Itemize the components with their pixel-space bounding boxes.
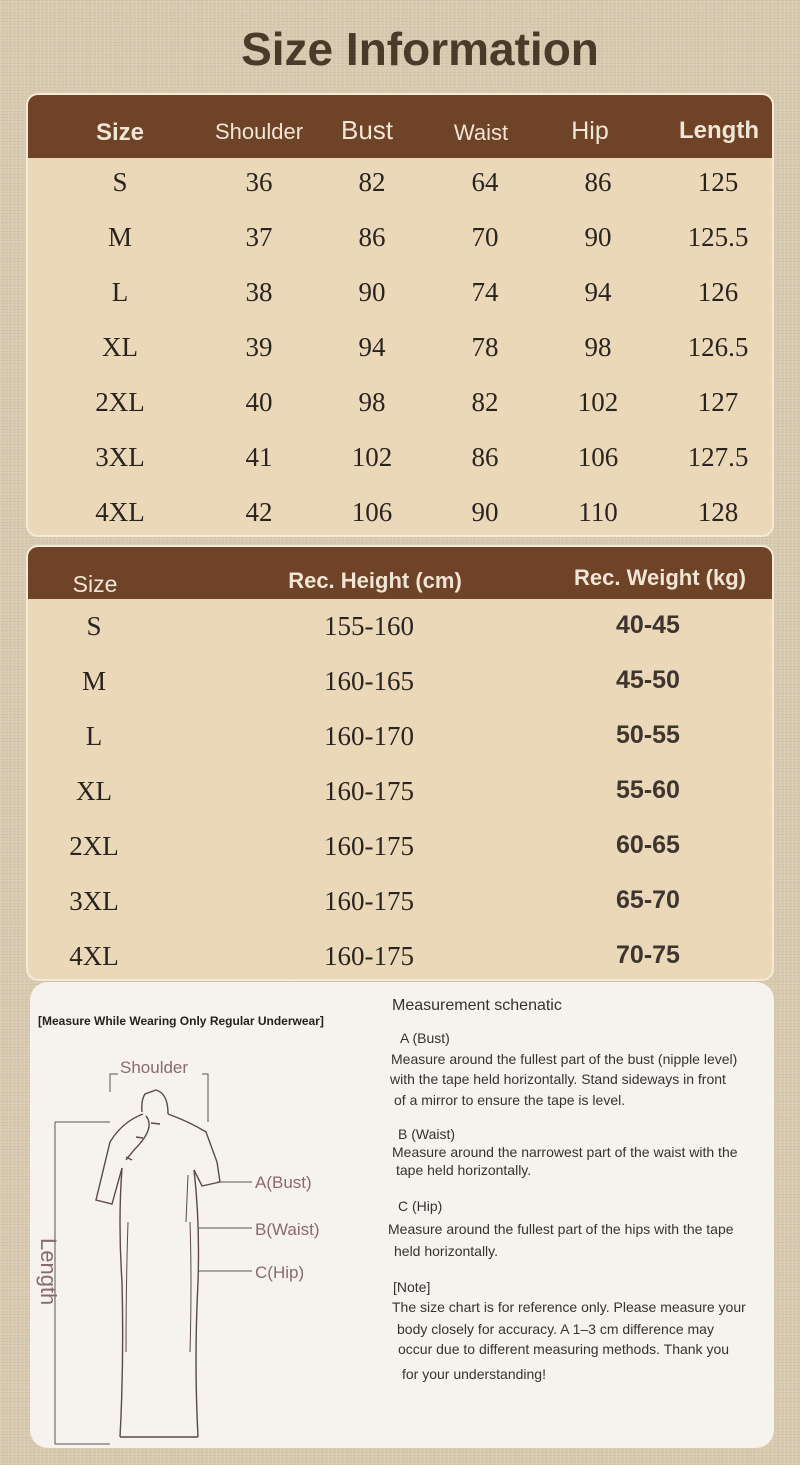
header-bust: Bust [340, 115, 394, 145]
rec-cell-weight: 50-55 [616, 721, 680, 749]
size-cell-hip: 94 [584, 277, 612, 307]
length-label: Length [36, 1238, 61, 1306]
note-desc-4: for your understanding! [402, 1366, 546, 1382]
size-cell-length: 127.5 [687, 442, 749, 472]
size-cell-length: 128 [697, 497, 739, 527]
note-desc-2: body closely for accuracy. A 1–3 cm difference may [397, 1321, 714, 1337]
rec-cell-weight: 55-60 [616, 776, 680, 804]
size-cell-bust: 94 [358, 332, 386, 362]
rec-cell-size: 3XL [69, 886, 119, 916]
bust-title: A (Bust) [400, 1030, 450, 1046]
size-cell-bust: 86 [358, 222, 386, 252]
size-cell-length: 125.5 [687, 222, 749, 252]
waist-desc-1: Measure around the narrowest part of the waist with the [392, 1144, 738, 1160]
size-table-header [28, 95, 772, 158]
size-cell-bust: 98 [358, 387, 386, 417]
rec-cell-size: M [81, 666, 107, 696]
underwear-note: [Measure While Wearing Only Regular Underwear] [38, 1014, 324, 1028]
shoulder-label: Shoulder [120, 1058, 189, 1077]
size-table [28, 95, 772, 535]
schematic-title: Measurement schenatic [392, 997, 562, 1014]
rec-cell-height: 160-175 [324, 776, 414, 806]
hip-title: C (Hip) [398, 1198, 443, 1214]
waist-title: B (Waist) [398, 1126, 456, 1142]
size-cell-hip: 110 [578, 497, 618, 527]
rec-cell-size: S [86, 611, 102, 641]
rec-cell-weight: 60-65 [616, 831, 680, 859]
size-cell-hip: 98 [584, 332, 612, 362]
size-cell-size: S [112, 167, 128, 197]
header-waist: Waist [453, 120, 509, 145]
rec-table [28, 547, 772, 979]
size-cell-hip: 86 [584, 167, 612, 197]
size-cell-size: M [107, 222, 133, 252]
size-cell-shoulder: 41 [245, 442, 273, 472]
size-cell-bust: 82 [358, 167, 386, 197]
size-cell-waist: 70 [471, 222, 499, 252]
size-cell-size: 4XL [95, 497, 145, 527]
rec-cell-size: 4XL [69, 941, 119, 971]
size-cell-waist: 90 [471, 497, 499, 527]
bust-desc-1: Measure around the fullest part of the bust (nipple level) [391, 1051, 738, 1067]
size-cell-hip: 102 [577, 387, 619, 417]
size-cell-shoulder: 36 [245, 167, 273, 197]
size-cell-hip: 90 [584, 222, 612, 252]
rec-cell-height: 160-175 [324, 941, 414, 971]
rec-cell-height: 160-175 [324, 886, 414, 916]
rec-header-size: Size [72, 571, 118, 597]
header-shoulder: Shoulder [214, 119, 304, 144]
size-cell-bust: 106 [351, 497, 393, 527]
size-cell-bust: 90 [358, 277, 386, 307]
size-cell-shoulder: 38 [245, 277, 273, 307]
size-cell-length: 126.5 [687, 332, 749, 362]
size-cell-waist: 74 [471, 277, 499, 307]
size-cell-waist: 86 [471, 442, 499, 472]
header-length: Length [679, 117, 759, 144]
hip-desc-2: held horizontally. [394, 1243, 499, 1259]
size-cell-shoulder: 39 [245, 332, 273, 362]
qipao-diagram [30, 982, 374, 1448]
size-cell-bust: 102 [351, 442, 393, 472]
header-hip: Hip [571, 117, 609, 145]
rec-cell-weight: 70-75 [616, 941, 680, 969]
rec-cell-height: 160-175 [324, 831, 414, 861]
header-size: Size [95, 119, 145, 146]
rec-cell-size: L [85, 721, 103, 751]
rec-cell-height: 160-165 [324, 666, 414, 696]
size-cell-size: XL [102, 332, 138, 362]
rec-table-header [28, 547, 772, 599]
note-desc-1: The size chart is for reference only. Please measure your [392, 1299, 746, 1315]
bust-desc-2: with the tape held horizontally. Stand sideways in front [390, 1071, 726, 1087]
size-cell-length: 127 [697, 387, 739, 417]
size-cell-waist: 64 [471, 167, 499, 197]
bust-desc-3: of a mirror to ensure the tape is level. [394, 1092, 626, 1108]
measurement-panel [30, 982, 774, 1448]
page-title: Size Information [241, 23, 599, 75]
size-cell-shoulder: 42 [245, 497, 273, 527]
size-cell-shoulder: 37 [245, 222, 273, 252]
size-cell-shoulder: 40 [245, 387, 273, 417]
rec-cell-height: 155-160 [324, 611, 414, 641]
rec-header-height: Rec. Height (cm) [288, 568, 462, 593]
size-cell-hip: 106 [577, 442, 619, 472]
size-cell-length: 126 [697, 277, 739, 307]
size-cell-size: 2XL [95, 387, 145, 417]
rec-header-weight: Rec. Weight (kg) [574, 565, 746, 590]
size-cell-length: 125 [697, 167, 739, 197]
rec-cell-size: 2XL [69, 831, 119, 861]
bust-label: A(Bust) [255, 1173, 312, 1192]
size-cell-waist: 78 [471, 332, 499, 362]
note-desc-3: occur due to different measuring methods. Thank you [398, 1341, 730, 1357]
size-cell-waist: 82 [471, 387, 499, 417]
hip-desc-1: Measure around the fullest part of the hips with the tape [388, 1221, 734, 1237]
waist-desc-2: tape held horizontally. [396, 1162, 532, 1178]
rec-cell-weight: 65-70 [616, 886, 680, 914]
rec-cell-height: 160-170 [324, 721, 414, 751]
size-cell-size: L [111, 277, 129, 307]
note-title: [Note] [393, 1279, 431, 1295]
size-cell-size: 3XL [95, 442, 145, 472]
waist-label: B(Waist) [255, 1220, 320, 1239]
rec-cell-weight: 45-50 [616, 666, 680, 694]
hip-label: C(Hip) [255, 1263, 305, 1282]
rec-cell-size: XL [76, 776, 112, 806]
rec-cell-weight: 40-45 [616, 611, 680, 639]
